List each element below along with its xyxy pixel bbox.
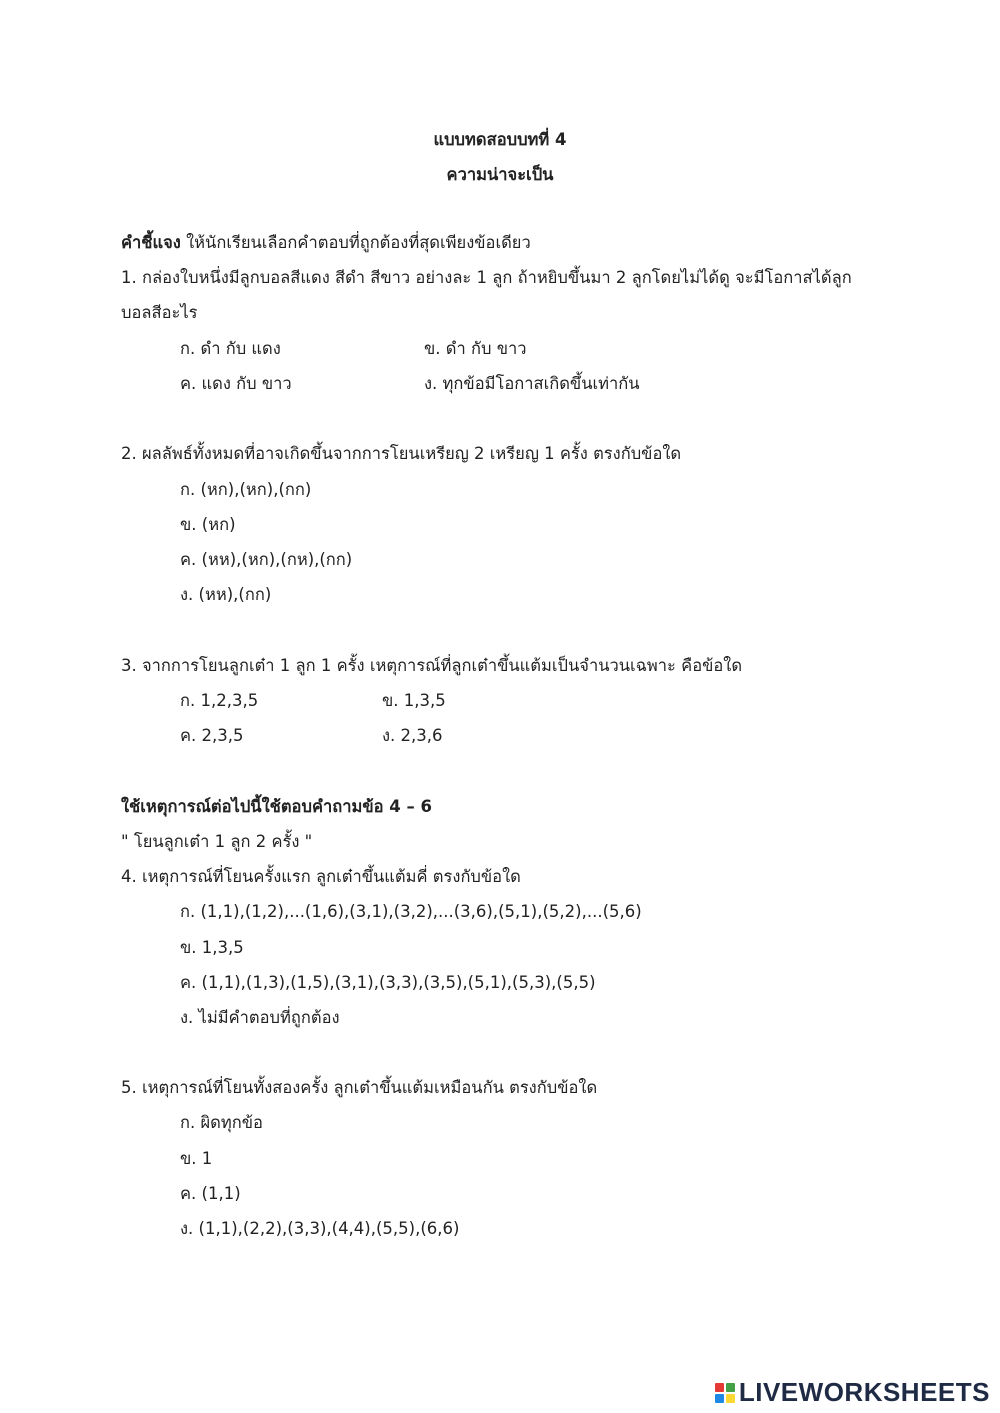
question-2-text: 2. ผลลัพธ์ทั้งหมดที่อาจเกิดขึ้นจากการโยนเหรียญ 2 เหรียญ 1 ครั้ง ตรงกับข้อใด: [121, 444, 682, 463]
question-3-text: 3. จากการโยนลูกเต๋า 1 ลูก 1 ครั้ง เหตุการณ์ที่ลูกเต๋าขึ้นแต้มเป็นจำนวนเฉพาะ คือข้อใด: [121, 656, 743, 675]
question-5-option-a[interactable]: ก. ผิดทุกข้อ: [180, 1113, 263, 1132]
question-3-option-c[interactable]: ค. 2,3,5: [180, 726, 244, 745]
question-2-option-d[interactable]: ง. (หห),(กก): [180, 585, 272, 604]
question-3-option-d[interactable]: ง. 2,3,6: [382, 726, 443, 745]
question-5-text: 5. เหตุการณ์ที่โยนทั้งสองครั้ง ลูกเต๋าขึ้นแต้มเหมือนกัน ตรงกับข้อใด: [121, 1078, 598, 1097]
question-1-option-d[interactable]: ง. ทุกข้อมีโอกาสเกิดขึ้นเท่ากัน: [424, 374, 640, 393]
question-4-option-d[interactable]: ง. ไม่มีคำตอบที่ถูกต้อง: [180, 1008, 340, 1027]
instruction-label: คำชี้แจง: [121, 233, 181, 252]
question-3-option-b[interactable]: ข. 1,3,5: [382, 691, 446, 710]
section-event: " โยนลูกเต๋า 1 ลูก 2 ครั้ง ": [121, 832, 313, 851]
question-5-option-c[interactable]: ค. (1,1): [180, 1184, 241, 1203]
question-1-option-a[interactable]: ก. ดำ กับ แดง: [180, 339, 281, 358]
question-5-option-d[interactable]: ง. (1,1),(2,2),(3,3),(4,4),(5,5),(6,6): [180, 1219, 460, 1238]
question-4-option-b[interactable]: ข. 1,3,5: [180, 938, 244, 957]
question-2-option-c[interactable]: ค. (หห),(หก),(กห),(กก): [180, 550, 353, 569]
question-2-option-b[interactable]: ข. (หก): [180, 515, 236, 534]
question-4-text: 4. เหตุการณ์ที่โยนครั้งแรก ลูกเต๋าขึ้นแต้มคี่ ตรงกับข้อใด: [121, 867, 521, 886]
question-1-option-b[interactable]: ข. ดำ กับ ขาว: [424, 339, 527, 358]
question-4-option-a[interactable]: ก. (1,1),(1,2),...(1,6),(3,1),(3,2),...(3,6),(5,1),(5,2),...(5,6): [180, 902, 642, 921]
worksheet-title: แบบทดสอบบทที่ 4: [433, 130, 567, 149]
liveworksheets-logo[interactable]: [715, 1377, 990, 1408]
instruction: [121, 232, 531, 254]
question-5-option-b[interactable]: ข. 1: [180, 1149, 213, 1168]
question-4-option-c[interactable]: ค. (1,1),(1,3),(1,5),(3,1),(3,3),(3,5),(5,1),(5,3),(5,5): [180, 973, 596, 992]
worksheet-subtitle: ความน่าจะเป็น: [446, 165, 554, 184]
logo-text: LIVEWORKSHEETS: [738, 1377, 990, 1407]
section-heading: ใช้เหตุการณ์ต่อไปนี้ใช้ตอบคำถามข้อ 4 – 6: [121, 797, 433, 816]
instruction-text: ให้นักเรียนเลือกคำตอบที่ถูกต้องที่สุดเพียงข้อเดียว: [180, 233, 531, 252]
question-1-option-c[interactable]: ค. แดง กับ ขาว: [180, 374, 292, 393]
logo-blocks-icon: [715, 1383, 735, 1403]
question-1-line-2: บอลสีอะไร: [121, 303, 198, 322]
question-1-line-1: 1. กล่องใบหนึ่งมีลูกบอลสีแดง สีดำ สีขาว อย่างละ 1 ลูก ถ้าหยิบขึ้นมา 2 ลูกโดยไม่ได้ดู จะมีโอกาสได้ลูก: [121, 268, 852, 287]
question-3-option-a[interactable]: ก. 1,2,3,5: [180, 691, 259, 710]
question-2-option-a[interactable]: ก. (หก),(หก),(กก): [180, 480, 312, 499]
